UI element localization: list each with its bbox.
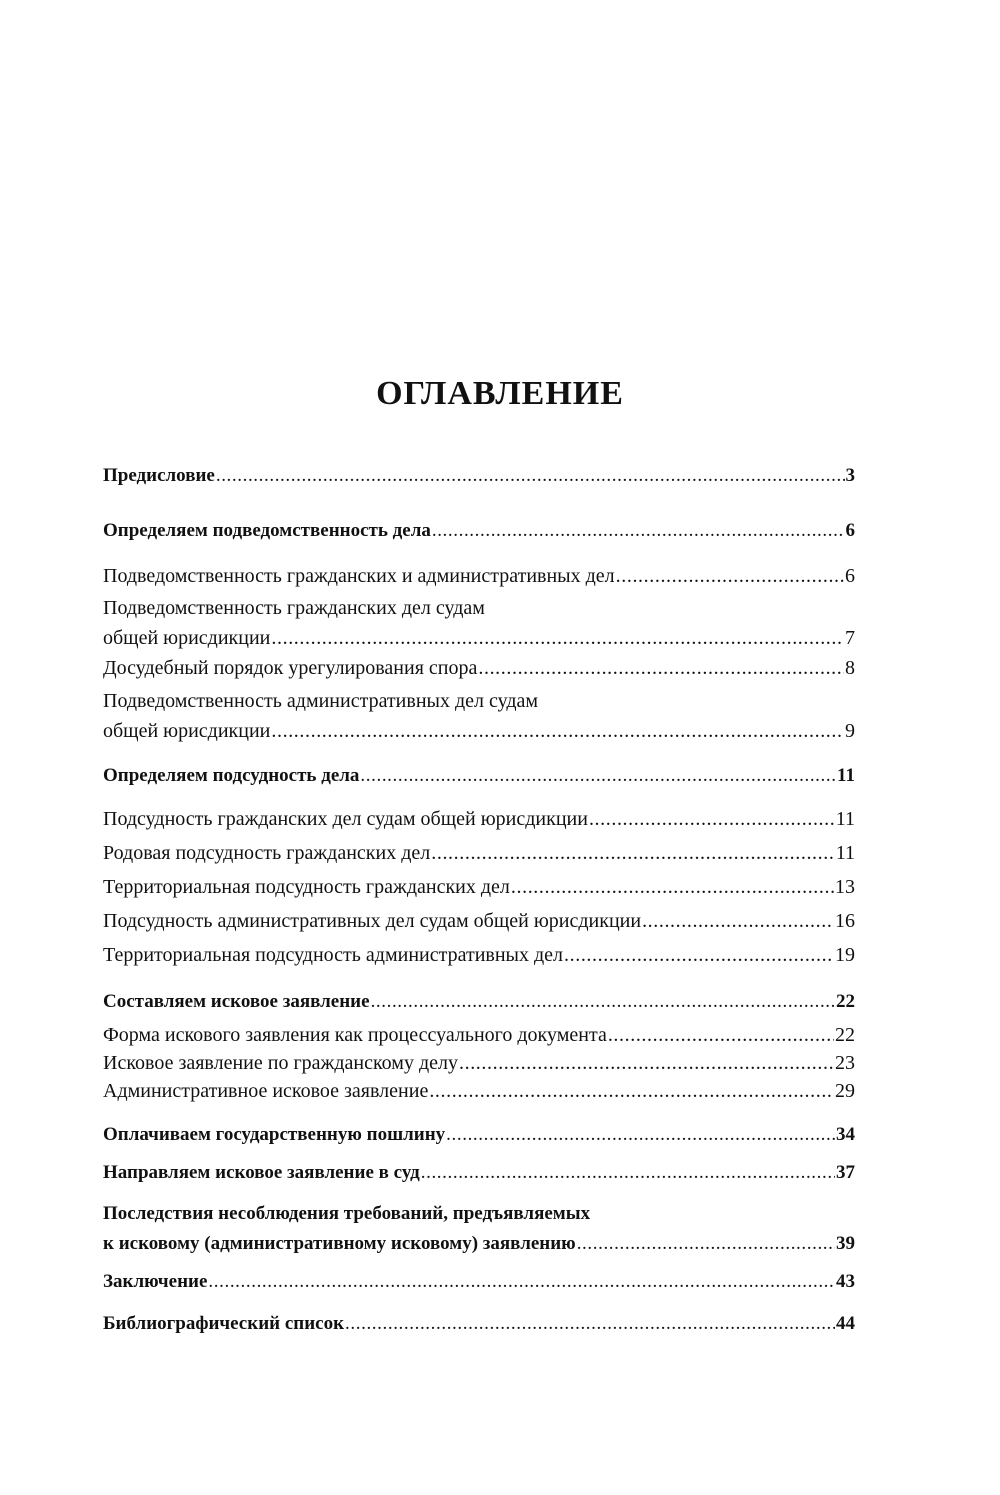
toc-entry-label: Заключение — [103, 1271, 208, 1292]
toc-entry-label: Предисловие — [103, 465, 215, 486]
toc-page-number: 22 — [836, 991, 855, 1012]
toc-entry-label: Определяем подсудность дела — [103, 765, 360, 786]
toc-entry-section[interactable] — [103, 516, 855, 546]
toc-page-number: 8 — [845, 657, 855, 679]
dot-leader — [208, 1267, 835, 1297]
toc-entry-conclusion[interactable] — [103, 1267, 855, 1297]
dot-leader — [577, 1229, 835, 1259]
toc-entry-label: Подведомственность гражданских и административных дел — [103, 565, 615, 587]
dot-leader — [589, 804, 835, 834]
dot-leader — [431, 838, 834, 868]
dot-leader — [642, 906, 834, 936]
toc-entry-label: Исковое заявление по гражданскому делу — [103, 1052, 458, 1074]
toc-page-number: 37 — [836, 1162, 855, 1183]
toc-entry-label: Составляем исковое заявление — [103, 991, 370, 1012]
dot-leader — [345, 1309, 835, 1339]
toc-entry-subsection[interactable] — [103, 804, 855, 834]
dot-leader — [564, 940, 834, 970]
toc-page-number: 6 — [845, 565, 855, 587]
toc-entry-label: Оплачиваем государственную пошлину — [103, 1124, 446, 1145]
toc-entry-subsection[interactable] — [103, 561, 855, 591]
toc-entry-label: Территориальная подсудность административных дел — [103, 944, 564, 966]
toc-entry-label: общей юрисдикции — [103, 627, 271, 649]
toc-entry-bibliography[interactable] — [103, 1309, 855, 1339]
toc-page-number: 22 — [835, 1024, 855, 1046]
toc-entry-subsection[interactable] — [103, 686, 855, 746]
toc-entry-label: Подсудность гражданских дел судам общей юрисдикции — [103, 808, 588, 830]
toc-entry-label-line1: Подведомственность административных дел судам — [103, 690, 539, 712]
dot-leader — [459, 1048, 834, 1078]
toc-entry-subsection[interactable] — [103, 940, 855, 970]
toc-entry-subsection[interactable] — [103, 906, 855, 936]
toc-entry-section[interactable] — [103, 1158, 855, 1188]
dot-leader — [616, 561, 844, 591]
toc-page-number: 19 — [835, 944, 855, 966]
toc-page-number: 9 — [845, 720, 855, 742]
toc-entry-label: Подсудность административных дел судам общей юрисдикции — [103, 910, 642, 932]
dot-leader — [360, 761, 836, 791]
toc-page-number: 13 — [835, 876, 855, 898]
dot-leader — [446, 1120, 835, 1150]
toc-page-number: 11 — [835, 842, 855, 864]
toc-page-number: 7 — [845, 627, 855, 649]
dot-leader — [478, 653, 844, 683]
toc-page-number: 3 — [845, 465, 855, 486]
toc-page-number: 16 — [835, 910, 855, 932]
dot-leader — [421, 1158, 835, 1188]
toc-page-number: 29 — [835, 1080, 855, 1102]
toc-page-number: 34 — [836, 1124, 855, 1145]
toc-entry-label: Досудебный порядок урегулирования спора — [103, 657, 478, 679]
toc-entry-label-line1: Последствия несоблюдения требований, предъявляемых — [103, 1203, 591, 1224]
toc-entry-label: к исковому (административному исковому) заявлению — [103, 1233, 576, 1254]
toc-entry-label: общей юрисдикции — [103, 720, 271, 742]
toc-entry-subsection[interactable] — [103, 838, 855, 868]
toc-entry-label: Родовая подсудность гражданских дел — [103, 842, 431, 864]
toc-entry-label: Библиографический список — [103, 1313, 345, 1334]
dot-leader — [216, 461, 845, 491]
toc-entry-section[interactable] — [103, 761, 855, 791]
toc-entry-subsection[interactable] — [103, 1020, 855, 1050]
toc-page-number: 6 — [845, 520, 855, 541]
toc-entry-label: Территориальная подсудность гражданских дел — [103, 876, 510, 898]
toc-entry-subsection[interactable] — [103, 653, 855, 683]
toc-entry-section[interactable] — [103, 987, 855, 1017]
toc-entry-label: Определяем подведомственность дела — [103, 520, 431, 541]
toc-entry-label: Направляем исковое заявление в суд — [103, 1162, 420, 1183]
toc-entry-preface[interactable] — [103, 461, 855, 491]
toc-entry-subsection[interactable] — [103, 872, 855, 902]
dot-leader — [271, 716, 844, 746]
toc-page-number: 11 — [835, 808, 855, 830]
toc-page-number: 44 — [836, 1313, 855, 1334]
toc-entry-label: Административное исковое заявление — [103, 1080, 429, 1102]
dot-leader — [511, 872, 834, 902]
page-title: ОГЛАВЛЕНИЕ — [376, 375, 624, 412]
toc-page-number: 23 — [835, 1052, 855, 1074]
toc-entry-subsection[interactable] — [103, 1076, 855, 1106]
toc-page-number: 11 — [837, 765, 855, 786]
toc-page-number: 39 — [836, 1233, 855, 1254]
toc-entry-subsection[interactable] — [103, 1048, 855, 1078]
dot-leader — [271, 623, 844, 653]
dot-leader — [608, 1020, 834, 1050]
toc-entry-label: Форма искового заявления как процессуального документа — [103, 1024, 607, 1046]
dot-leader — [429, 1076, 834, 1106]
toc-entry-section[interactable] — [103, 1199, 855, 1259]
dot-leader — [371, 987, 835, 1017]
toc-entry-section[interactable] — [103, 1120, 855, 1150]
dot-leader — [432, 516, 845, 546]
toc-page-number: 43 — [836, 1271, 855, 1292]
toc-entry-label-line1: Подведомственность гражданских дел судам — [103, 597, 485, 619]
toc-entry-subsection[interactable] — [103, 593, 855, 653]
